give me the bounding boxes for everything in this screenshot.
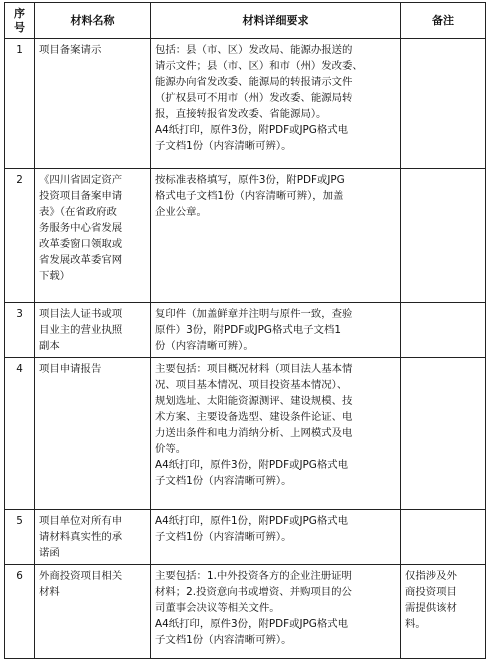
row-material-name-line: 《四川省固定资产 <box>39 174 123 186</box>
row-material-detail-line: 企业公章。 <box>155 206 207 218</box>
row-material-detail-line: 主要包括：项目概况材料（项目法人基本情 <box>155 363 353 375</box>
row-material-detail <box>151 358 401 510</box>
row-material-detail-line: 子文档1份（内容清晰可辨）。 <box>155 531 292 543</box>
row-material-name <box>35 303 151 358</box>
row-material-detail-line: 主要包括：1.中外投资各方的企业注册证明 <box>155 570 352 582</box>
row-seq: 5 <box>5 510 35 565</box>
table-row <box>5 39 486 169</box>
row-material-detail-line: 价等。 <box>155 443 187 455</box>
row-material-detail-line: 司董事会决议等相关文件。 <box>155 602 280 614</box>
row-material-detail-line: 请示文件；县（市、区）和市（州）发改委、 <box>155 60 363 72</box>
row-material-detail-line: 子文档1份（内容清晰可辨）。 <box>155 475 292 487</box>
row-material-detail <box>151 510 401 565</box>
row-material-detail <box>151 303 401 358</box>
row-material-detail-line: 按标准表格填写，原件3份，附PDF或JPG <box>155 174 345 186</box>
row-note-line: 需提供该材 <box>405 602 457 614</box>
row-material-name-line: 项目单位对所有申 <box>39 515 123 527</box>
table-row <box>5 358 486 510</box>
row-material-detail-line: 报，直接转报省发改委、省能源局）。 <box>155 108 327 120</box>
row-note <box>401 510 486 565</box>
row-note <box>401 358 486 510</box>
row-material-name-line: 表》（在省政府政 <box>39 206 117 218</box>
table-row <box>5 510 486 565</box>
row-material-name-line: 务服务中心省发展 <box>39 222 123 234</box>
row-material-name-line: 目业主的营业执照 <box>39 324 123 336</box>
row-material-detail-line: （扩权县可不用市（州）发改委、能源局转 <box>155 92 353 104</box>
row-material-name-line: 副本 <box>39 340 60 352</box>
row-material-detail-line: A4纸打印，原件3份，附PDF或JPG格式电 <box>155 459 349 471</box>
row-note <box>401 303 486 358</box>
row-material-detail-line: 规划选址、太阳能资源测评、建设规模、技 <box>155 395 353 407</box>
row-material-detail-line: A4纸打印，原件3份，附PDF或JPG格式电 <box>155 124 349 136</box>
header-seq: 序号 <box>5 3 35 39</box>
row-material-detail-line: 格式电子文档1份（内容清晰可辨），加盖 <box>155 190 344 202</box>
row-material-name-line: 改革委窗口领取或 <box>39 238 123 250</box>
row-material-name-line: 投资项目备案申请 <box>39 190 123 202</box>
row-seq: 2 <box>5 169 35 303</box>
materials-table <box>4 2 486 659</box>
row-material-name-line: 下载） <box>39 270 71 282</box>
row-note-line: 仅指涉及外 <box>405 570 457 582</box>
row-material-detail-line: A4纸打印，原件3份，附PDF或JPG格式电 <box>155 618 349 630</box>
row-material-name-line: 诺函 <box>39 547 60 559</box>
row-material-detail-line: A4纸打印，原件1份，附PDF或JPG格式电 <box>155 515 349 527</box>
row-material-name <box>35 358 151 510</box>
row-material-name-line: 材料 <box>39 586 60 598</box>
row-material-name-line: 省发展改革委官网 <box>39 254 123 266</box>
table-header-row <box>5 3 486 39</box>
row-material-detail-line: 份（内容清晰可辨）。 <box>155 340 254 352</box>
row-seq: 3 <box>5 303 35 358</box>
row-material-name-line: 请材料真实性的承 <box>39 531 123 543</box>
row-seq: 4 <box>5 358 35 510</box>
row-material-detail-line: 能源办向省发改委、能源局的转报请示文件 <box>155 76 353 88</box>
row-note <box>401 565 486 659</box>
row-note <box>401 169 486 303</box>
row-material-name <box>35 169 151 303</box>
row-material-name-line: 项目申请报告 <box>39 363 102 375</box>
row-material-detail-line: 子文档1份（内容清晰可辨）。 <box>155 140 292 152</box>
row-seq: 1 <box>5 39 35 169</box>
row-note-line: 商投资项目 <box>405 586 457 598</box>
table-row <box>5 565 486 659</box>
table-row <box>5 303 486 358</box>
row-material-name-line: 外商投资项目相关 <box>39 570 123 582</box>
row-material-name <box>35 510 151 565</box>
row-material-detail-line: 力送出条件和电力消纳分析、上网模式及电 <box>155 427 353 439</box>
row-material-name-line: 项目法人证书或项 <box>39 308 123 320</box>
row-material-detail-line: 包括：县（市、区）发改局、能源办报送的 <box>155 44 353 56</box>
row-material-detail-line: 术方案、主要设备选型、建设条件论证、电 <box>155 411 353 423</box>
row-material-name <box>35 565 151 659</box>
row-material-detail <box>151 169 401 303</box>
row-material-detail-line: 况、项目基本情况、项目投资基本情况）、 <box>155 379 348 391</box>
row-material-detail-line: 子文档1份（内容清晰可辨）。 <box>155 634 292 646</box>
row-seq: 6 <box>5 565 35 659</box>
header-name: 材料名称 <box>35 3 151 39</box>
row-note-line: 料。 <box>405 618 426 630</box>
row-material-detail-line: 原件）3份，附PDF或JPG格式电子文档1 <box>155 324 341 336</box>
row-material-detail <box>151 565 401 659</box>
row-material-name-line: 项目备案请示 <box>39 44 102 56</box>
table-row <box>5 169 486 303</box>
row-material-detail-line: 复印件（加盖鲜章并注明与原件一致，查验 <box>155 308 353 320</box>
header-note: 备注 <box>401 3 486 39</box>
row-note <box>401 39 486 169</box>
header-detail: 材料详细要求 <box>151 3 401 39</box>
row-material-detail <box>151 39 401 169</box>
row-material-detail-line: 材料；2.投资意向书或增资、并购项目的公 <box>155 586 352 598</box>
table-body <box>5 39 486 659</box>
row-material-name <box>35 39 151 169</box>
